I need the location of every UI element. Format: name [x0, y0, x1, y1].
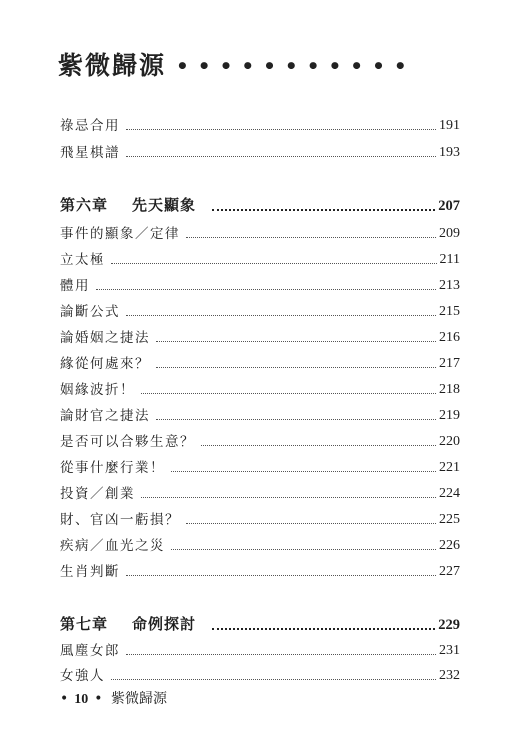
toc-entry[interactable] [60, 662, 460, 684]
entry-page: 231 [439, 643, 460, 658]
footer-bullet: • [60, 691, 69, 707]
entry-title: 立太極 [60, 252, 105, 268]
entry-page: 215 [439, 304, 460, 319]
entry-title: 飛星棋譜 [60, 145, 120, 161]
entry-page: 219 [439, 408, 460, 423]
entry-title: 體用 [60, 278, 90, 294]
entry-title: 生肖判斷 [60, 564, 120, 580]
dot-leader [212, 627, 435, 630]
entry-title: 論斷公式 [60, 304, 120, 320]
entry-page: 209 [439, 226, 460, 241]
toc-entry[interactable] [60, 506, 460, 528]
chapter-heading-7[interactable] [60, 612, 460, 634]
chapter-page: 207 [438, 198, 460, 214]
entry-page: 216 [439, 330, 460, 345]
entry-title: 財、官凶一虧損？ [60, 512, 180, 528]
toc-entry[interactable] [60, 637, 460, 659]
dot-leader [171, 548, 436, 550]
toc-entry[interactable] [60, 324, 460, 346]
entry-title: 疾病／血光之災 [60, 538, 165, 554]
chapter-page: 229 [438, 617, 460, 633]
chapter-label [60, 194, 196, 215]
entry-title: 事件的顯象／定律 [60, 226, 180, 242]
page-number: 10 [74, 692, 89, 707]
entry-page: 232 [439, 668, 460, 683]
entry-page: 226 [439, 538, 460, 553]
toc-entry[interactable] [60, 532, 460, 554]
entry-title: 女強人 [60, 668, 105, 684]
toc-entry[interactable] [60, 454, 460, 476]
entry-page: 227 [439, 564, 460, 579]
chapter-label [60, 613, 196, 634]
dot-leader [141, 496, 436, 498]
chapter-title: 命例探討 [132, 615, 197, 633]
header-dot-leader: ••••••••••• [176, 54, 416, 78]
dot-leader [126, 128, 436, 130]
dot-leader [126, 314, 436, 316]
entry-page: 213 [439, 278, 460, 293]
entry-page: 221 [439, 460, 460, 475]
dot-leader [171, 470, 436, 472]
toc-entry[interactable] [60, 298, 460, 320]
toc-entry[interactable] [60, 246, 460, 268]
toc-entry[interactable] [60, 272, 460, 294]
dot-leader [126, 574, 436, 576]
entry-title: 緣從何處來？ [60, 356, 150, 372]
entry-page: 211 [439, 252, 460, 267]
toc-entry[interactable] [60, 220, 460, 242]
dot-leader [156, 418, 436, 420]
entry-page: 193 [439, 145, 460, 160]
entry-page: 224 [439, 486, 460, 501]
dot-leader [156, 340, 436, 342]
entry-title: 是否可以合夥生意？ [60, 434, 195, 450]
dot-leader [186, 522, 436, 524]
chapter-title: 先天顯象 [132, 196, 197, 214]
entry-page: 220 [439, 434, 460, 449]
dot-leader [96, 288, 436, 290]
entry-title: 論婚姻之捷法 [60, 330, 150, 346]
entry-page: 191 [439, 118, 460, 133]
entry-title: 投資／創業 [60, 486, 135, 502]
entry-title: 姻緣波折！ [60, 382, 135, 398]
toc-entry[interactable] [60, 139, 460, 161]
running-header [58, 46, 458, 82]
chapter-number: 第七章 [60, 615, 109, 633]
entry-page: 218 [439, 382, 460, 397]
dot-leader [156, 366, 436, 368]
toc-entry[interactable] [60, 428, 460, 450]
chapter-number: 第六章 [60, 196, 109, 214]
footer-book-title: 紫微歸源 [110, 691, 167, 707]
dot-leader [126, 155, 436, 157]
dot-leader [126, 653, 436, 655]
toc-entry[interactable] [60, 558, 460, 580]
page-footer [60, 688, 167, 708]
dot-leader [141, 392, 436, 394]
chapter-heading-6[interactable] [60, 193, 460, 215]
entry-title: 祿忌合用 [60, 118, 120, 134]
dot-leader [201, 444, 436, 446]
dot-leader [186, 236, 436, 238]
entry-title: 從事什麼行業！ [60, 460, 165, 476]
toc-entry[interactable] [60, 112, 460, 134]
toc-entry[interactable] [60, 376, 460, 398]
entry-page: 217 [439, 356, 460, 371]
dot-leader [111, 262, 437, 264]
entry-title: 風塵女郎 [60, 643, 120, 659]
dot-leader [111, 678, 436, 680]
toc-entry[interactable] [60, 402, 460, 424]
entry-page: 225 [439, 512, 460, 527]
toc-entry[interactable] [60, 350, 460, 372]
dot-leader [212, 208, 435, 211]
footer-bullet: • [94, 691, 103, 707]
entry-title: 論財官之捷法 [60, 408, 150, 424]
book-title-header: 紫微歸源 [58, 51, 167, 80]
toc-entry[interactable] [60, 480, 460, 502]
